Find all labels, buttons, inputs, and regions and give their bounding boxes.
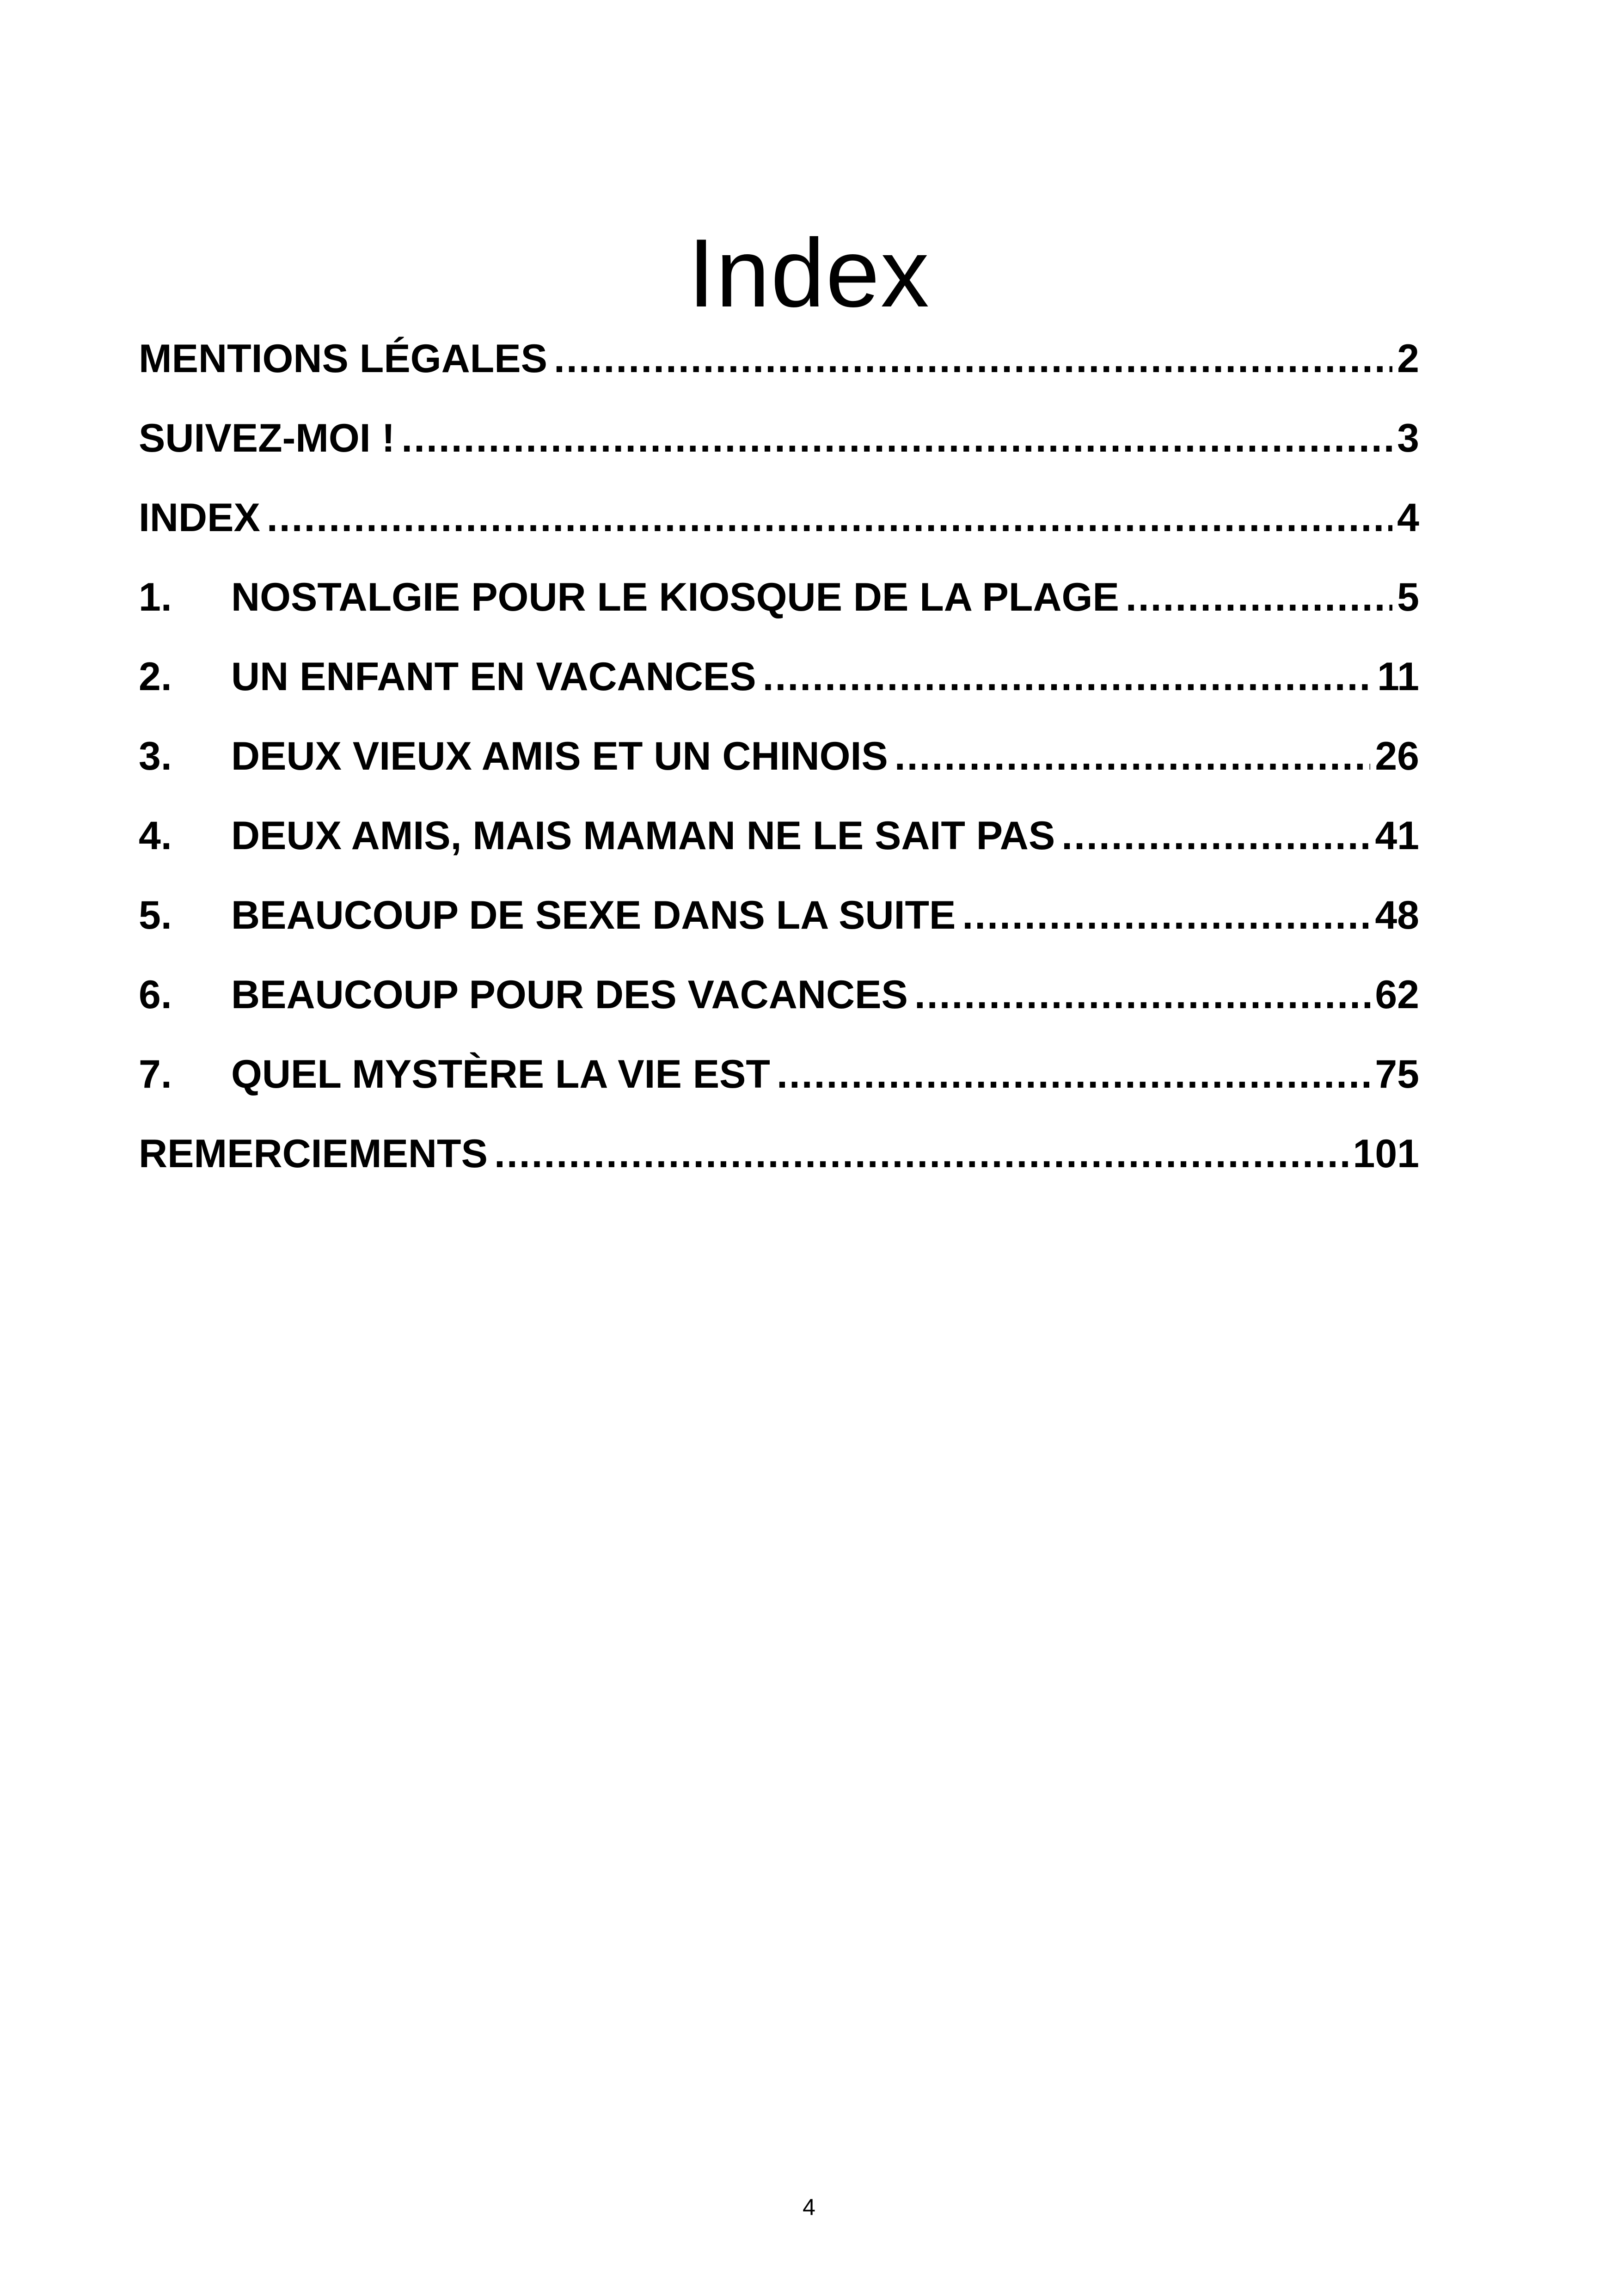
toc-entry-label: NOSTALGIE POUR LE KIOSQUE DE LA PLAGE <box>231 575 1119 619</box>
toc-entry-chapter-6[interactable] <box>139 955 1419 1035</box>
toc-dot-leader <box>962 876 1370 955</box>
toc-entry-number: 2. <box>139 655 172 699</box>
toc-entry-number: 4. <box>139 814 172 858</box>
toc-dot-leader <box>401 398 1392 478</box>
toc-entry-page: 2 <box>1397 337 1419 381</box>
toc-dot-leader <box>895 716 1371 796</box>
toc-entry-label: REMERCIEMENTS <box>139 1132 488 1176</box>
toc-entry-page: 48 <box>1375 893 1419 937</box>
toc-entry-chapter-7[interactable] <box>139 1035 1419 1114</box>
toc-entry-page: 3 <box>1397 416 1419 460</box>
toc-entry-page: 62 <box>1375 973 1419 1017</box>
toc-entry-page: 26 <box>1375 734 1419 778</box>
toc-entry-chapter-5[interactable] <box>139 876 1419 955</box>
toc-entry-number: 3. <box>139 734 172 778</box>
toc-dot-leader <box>763 637 1373 716</box>
toc-entry-page: 75 <box>1375 1052 1419 1096</box>
toc-entry-number: 5. <box>139 893 172 937</box>
toc-entry-label: INDEX <box>139 496 260 540</box>
toc-entry-label: QUEL MYSTÈRE LA VIE EST <box>231 1052 770 1096</box>
toc-entry-label: BEAUCOUP POUR DES VACANCES <box>231 973 908 1017</box>
toc-dot-leader <box>554 319 1392 398</box>
toc-entry-mentions-legales[interactable] <box>139 319 1419 398</box>
toc-entry-label: UN ENFANT EN VACANCES <box>231 655 756 699</box>
toc-dot-leader <box>914 955 1371 1035</box>
toc-dot-leader <box>777 1035 1370 1114</box>
toc-dot-leader <box>1061 796 1370 876</box>
toc-entry-chapter-3[interactable] <box>139 716 1419 796</box>
table-of-contents <box>139 319 1419 1194</box>
toc-entry-label: SUIVEZ-MOI ! <box>139 416 395 460</box>
toc-entry-label: BEAUCOUP DE SEXE DANS LA SUITE <box>231 893 956 937</box>
toc-entry-chapter-4[interactable] <box>139 796 1419 876</box>
toc-entry-page: 4 <box>1397 496 1419 540</box>
toc-entry-label: MENTIONS LÉGALES <box>139 337 547 381</box>
toc-entry-page: 41 <box>1375 814 1419 858</box>
toc-entry-page: 11 <box>1377 655 1419 699</box>
page-number: 4 <box>803 2194 815 2220</box>
toc-entry-chapter-1[interactable] <box>139 557 1419 637</box>
toc-dot-leader <box>267 478 1392 557</box>
toc-entry-page: 101 <box>1353 1132 1419 1176</box>
toc-entry-label: DEUX AMIS, MAIS MAMAN NE LE SAIT PAS <box>231 814 1055 858</box>
toc-entry-number: 6. <box>139 973 172 1017</box>
toc-entry-suivez-moi[interactable] <box>139 398 1419 478</box>
toc-entry-index[interactable] <box>139 478 1419 557</box>
toc-entry-chapter-2[interactable] <box>139 637 1419 716</box>
toc-dot-leader <box>494 1114 1348 1194</box>
page-title: Index <box>688 218 930 327</box>
toc-dot-leader <box>1126 557 1392 637</box>
toc-entry-label: DEUX VIEUX AMIS ET UN CHINOIS <box>231 734 888 778</box>
toc-entry-remerciements[interactable] <box>139 1114 1419 1194</box>
toc-entry-number: 1. <box>139 575 172 619</box>
toc-entry-number: 7. <box>139 1052 172 1096</box>
toc-entry-page: 5 <box>1397 575 1419 619</box>
